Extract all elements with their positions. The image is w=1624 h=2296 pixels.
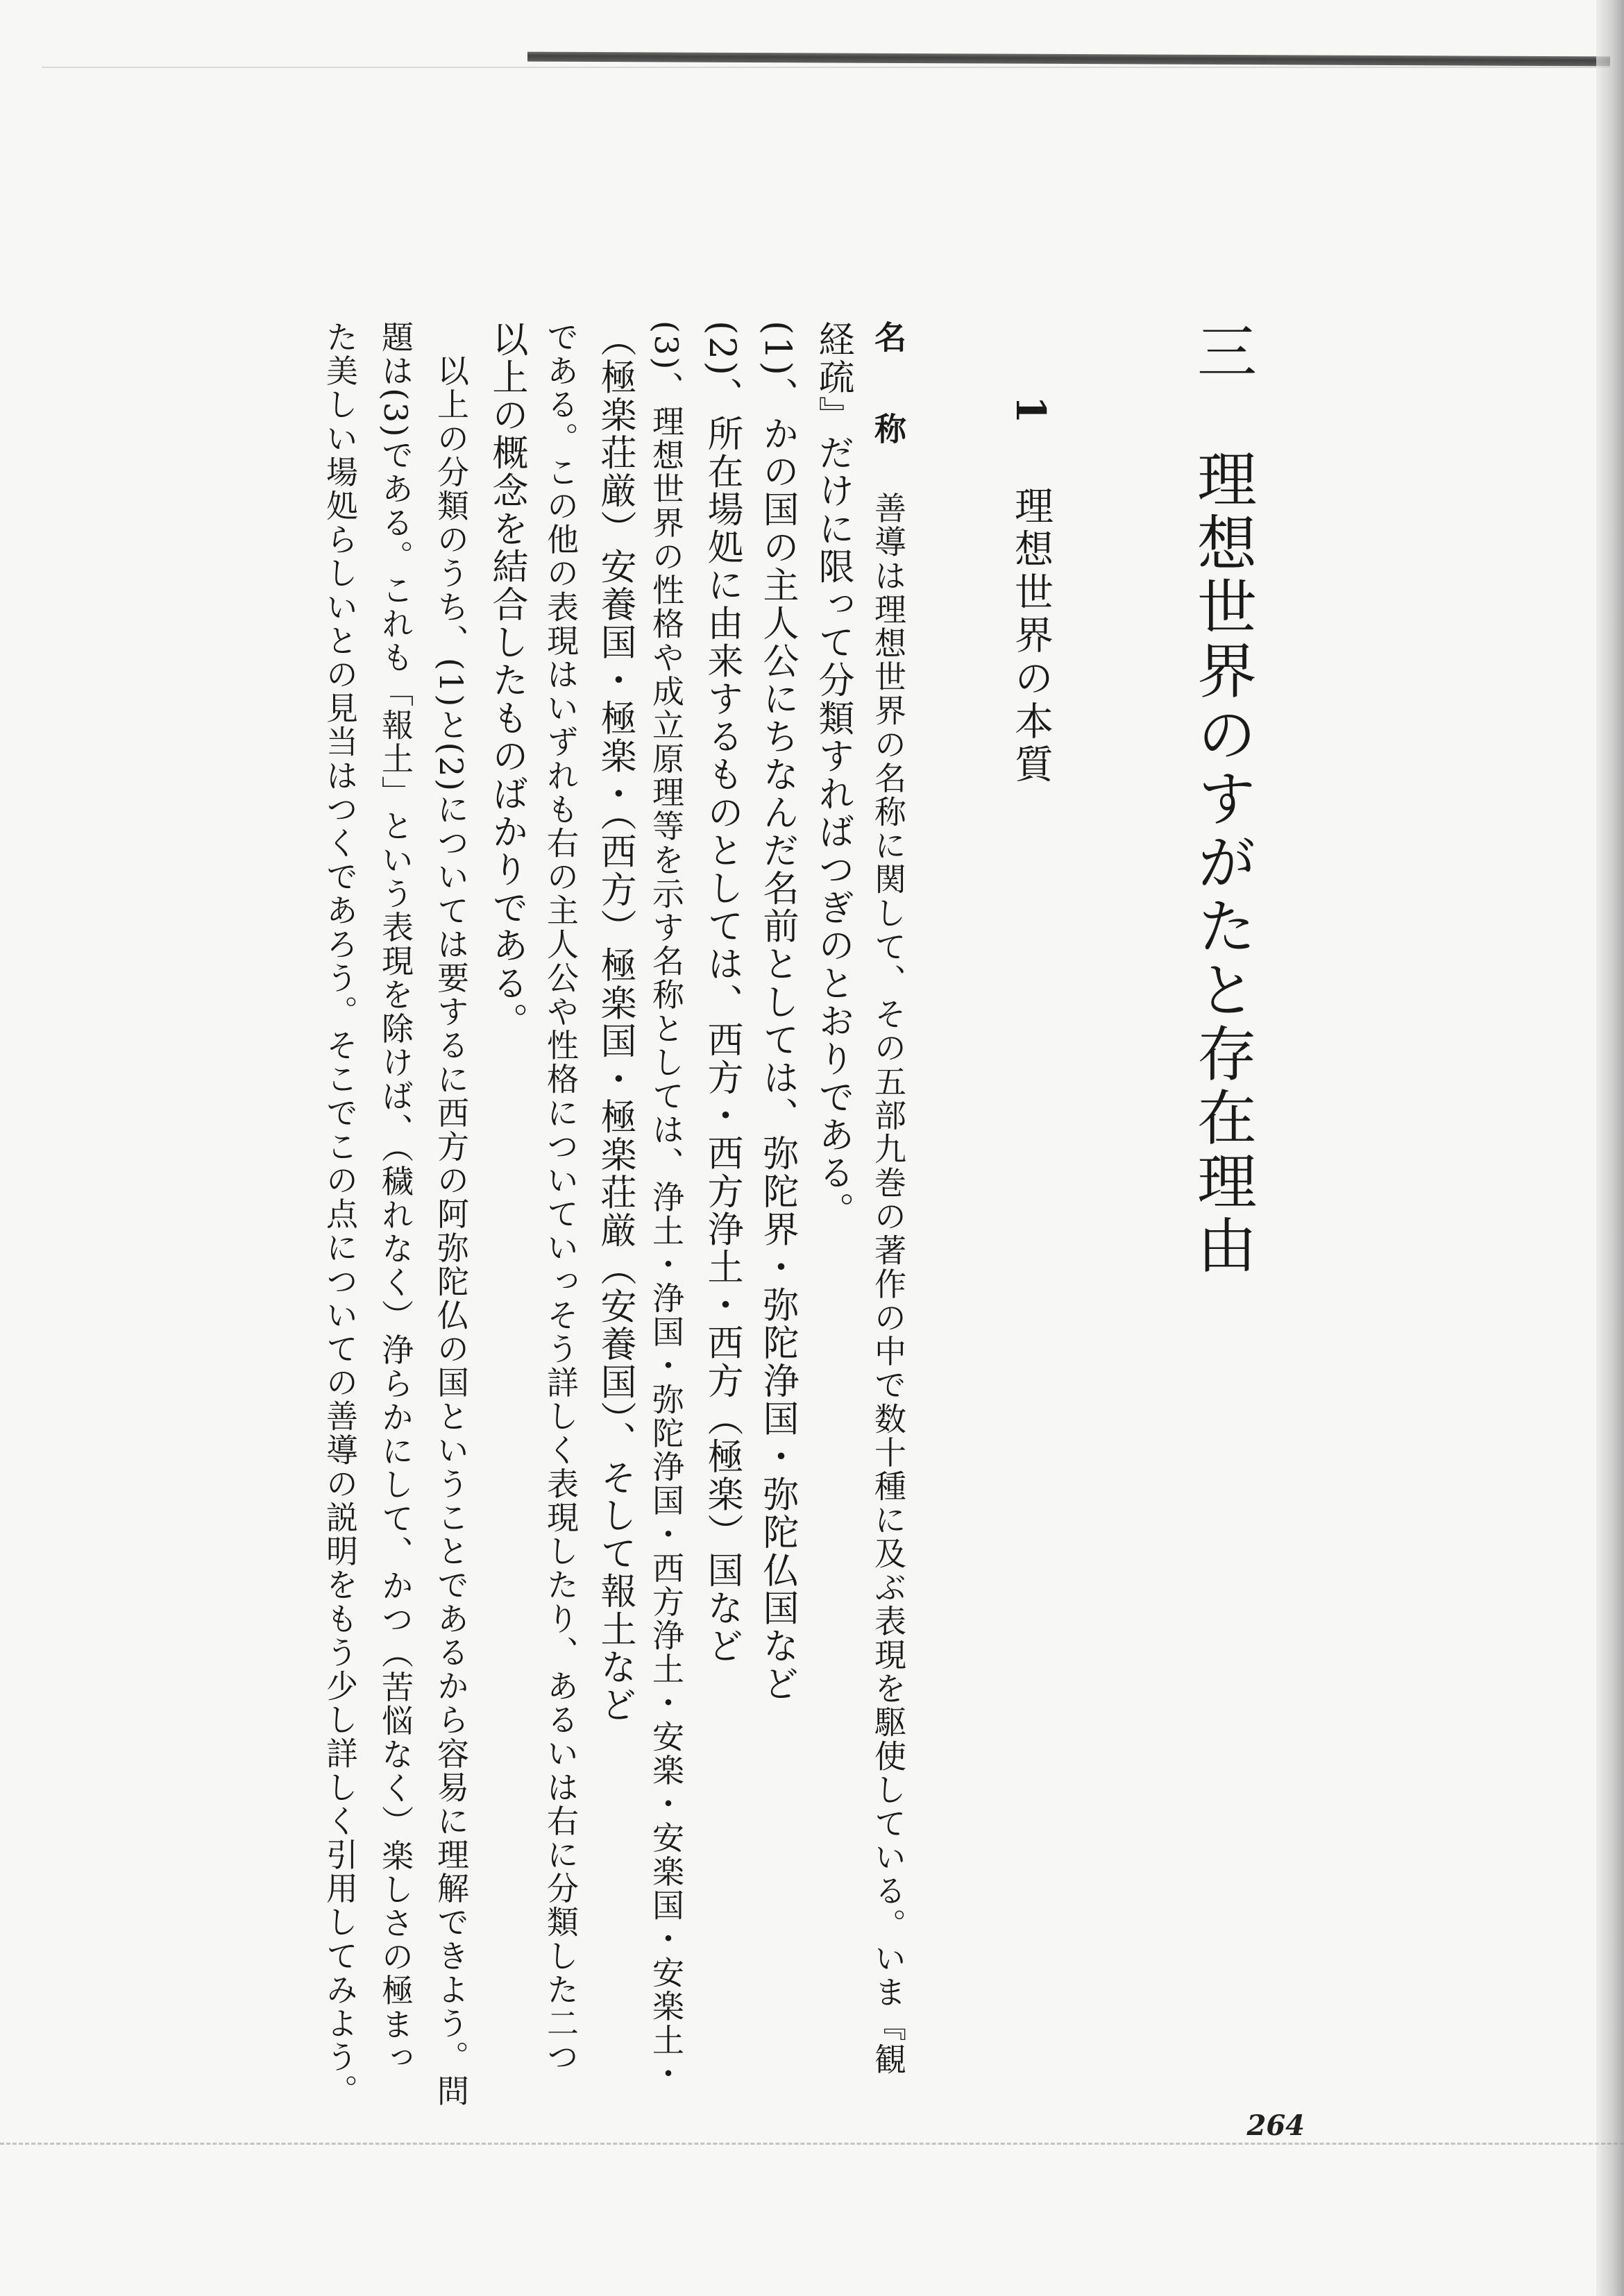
page-number: 264: [1246, 2109, 1305, 2142]
text-column-5: [644, 321, 688, 2091]
section-title: 理想世界の本質: [1008, 486, 1054, 787]
top-rule-thin: [42, 67, 1610, 68]
text-line-10: 題は(3)である。これも「報土」という表現を除けば、（穢れなく）浄らかにして、かつ（苦悩なく）楽しさの極まっ: [377, 321, 414, 2075]
text-column-8: [484, 321, 529, 1040]
text-column-3: [755, 321, 800, 1703]
text-column-10: [373, 321, 418, 2075]
bottom-rule: [0, 2143, 1624, 2147]
text-column-9: [429, 321, 473, 2108]
text-column-2: [811, 321, 855, 1230]
text-line-8: 以上の概念を結合したものばかりである。: [486, 321, 527, 1041]
text-line-9: 以上の分類のうち、(1)と(2)については要するに西方の阿弥陀仏の国ということであるから容易に理解できよう。問: [432, 354, 470, 2108]
top-rule: [527, 52, 1610, 67]
text-line-11: た美しい場処らしいとの見当はつくであろう。そこでこの点についての善導の説明をもう少し詳しく引用してみよう。: [321, 321, 359, 2108]
text-column-11: [318, 321, 362, 2108]
text-column-7: [539, 321, 583, 2074]
text-line-2: 経疏』だけに限って分類すればつぎのとおりである。: [812, 321, 854, 1230]
term-heading: 名 称: [870, 321, 907, 458]
text-line-1: 善導は理想世界の名称に関して、その五部九巻の著作の中で数十種に及ぶ表現を駆使している。いま『観: [870, 491, 907, 2077]
section-number: 1: [1007, 396, 1054, 424]
page-edge-shadow: [1596, 0, 1624, 2296]
text-column-4: [700, 321, 744, 1665]
text-line-6: （極楽荘厳）安養国・極楽・（西方）極楽国・極楽荘厳（安養国）、そして報土など: [594, 321, 636, 1724]
text-line-5: (3)、理想世界の性格や成立原理等を示す名称としては、浄土・浄国・弥陀浄国・西方浄土・安楽・安楽国・安楽土・: [648, 321, 685, 2091]
chapter-title: 三 理想世界のすがたと存在理由: [1187, 321, 1256, 1278]
text-column-1: [866, 321, 911, 2077]
text-line-7: である。この他の表現はいずれも右の主人公や性格についていっそう詳しく表現したり、あるいは右に分類した二つ: [542, 321, 580, 2075]
text-line-4: (2)、所在場処に由来するものとしては、西方・西方浄土・西方（極楽）国など: [701, 321, 743, 1665]
text-column-6: [593, 321, 637, 1724]
text-line-3: (1)、かの国の主人公にちなんだ名前としては、弥陀界・弥陀浄国・弥陀仏国など: [756, 321, 798, 1703]
